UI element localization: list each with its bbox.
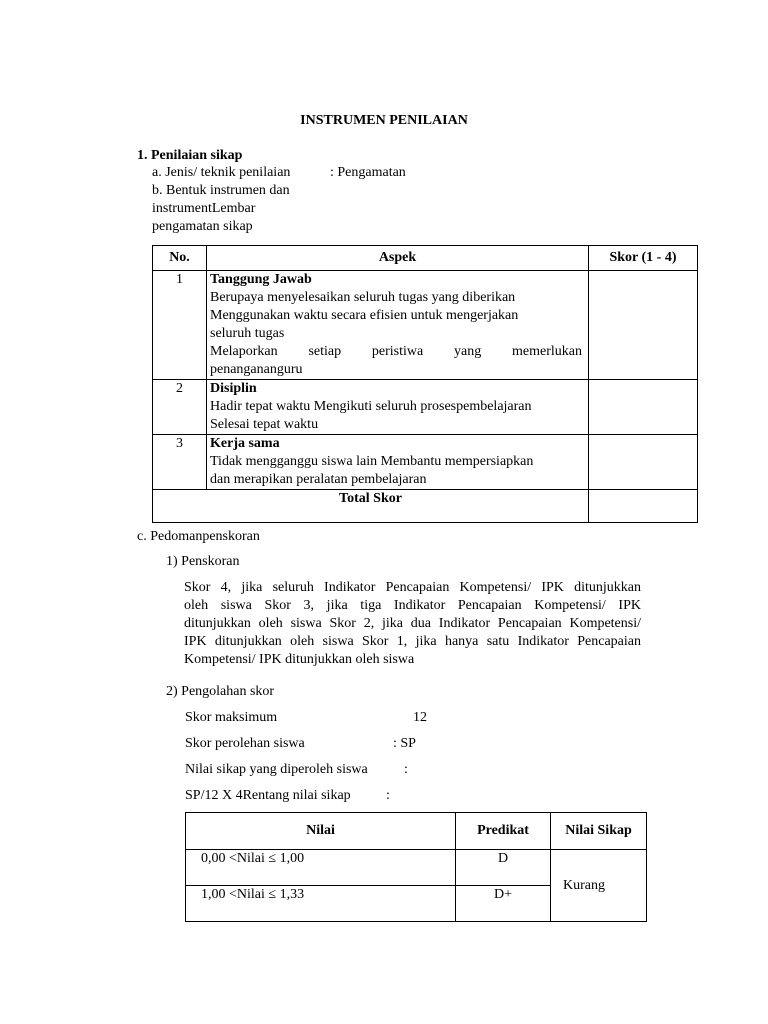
aspek-line: Hadir tepat waktu Mengikuti seluruh prosespembelajaran xyxy=(210,399,532,414)
header-nilai-sikap: Nilai Sikap xyxy=(551,813,647,850)
pengolahan-subheading: 2) Pengolahan skor xyxy=(166,684,275,699)
row-no: 1 xyxy=(153,271,207,380)
aspek-cell xyxy=(207,271,589,380)
penskoran-paragraph xyxy=(184,579,641,669)
skor-cell xyxy=(589,380,698,435)
item-b-line1: b. Bentuk instrumen dan xyxy=(152,183,290,198)
aspek-table xyxy=(152,245,698,523)
rumus-label: SP/12 X 4Rentang nilai sikap xyxy=(185,788,351,803)
skor-perolehan-label: Skor perolehan siswa xyxy=(185,736,305,751)
skor-maks-value: 12 xyxy=(413,710,427,725)
item-a-value: : Pengamatan xyxy=(330,165,406,180)
aspek-line: Selesai tepat waktu xyxy=(210,417,319,432)
paragraph-line: IPK ditunjukkan oleh siswa Skor 1, jika hanya satu Indikator Pencapaian xyxy=(184,634,641,649)
aspek-title: Tanggung Jawab xyxy=(210,272,312,287)
paragraph-line: Skor 4, jika seluruh Indikator Pencapaian Kompetensi/ IPK ditunjukkan xyxy=(184,580,641,595)
aspek-line: Berupaya menyelesaikan seluruh tugas yang diberikan xyxy=(210,290,516,305)
paragraph-line: ditunjukkan oleh siswa Skor 2, jika dua Indikator Pencapaian Kompetensi/ xyxy=(184,616,641,631)
row-no: 3 xyxy=(153,435,207,490)
header-skor: Skor (1 - 4) xyxy=(589,246,698,271)
page-title: INSTRUMEN PENILAIAN xyxy=(300,113,468,128)
aspek-title: Disiplin xyxy=(210,381,257,396)
aspek-line: dan merapikan peralatan pembelajaran xyxy=(210,472,427,487)
item-a-label: a. Jenis/ teknik penilaian xyxy=(152,165,291,180)
header-aspek: Aspek xyxy=(207,246,589,271)
aspek-cell xyxy=(207,435,589,490)
header-nilai: Nilai xyxy=(186,813,456,850)
predikat-value: D xyxy=(456,850,551,886)
nilai-range: 1,00 <Nilai ≤ 1,33 xyxy=(186,886,456,922)
item-b-line3: pengamatan sikap xyxy=(152,219,253,234)
total-row xyxy=(153,490,698,523)
skor-perolehan-value: : SP xyxy=(393,736,416,751)
paragraph-line: oleh siswa Skor 3, jika tiga Indikator Pencapaian Kompetensi/ IPK xyxy=(184,598,641,613)
skor-cell xyxy=(589,435,698,490)
nilai-range: 0,00 <Nilai ≤ 1,00 xyxy=(186,850,456,886)
nilai-sikap-value: Kurang xyxy=(551,850,647,922)
rentang-nilai-table xyxy=(185,812,647,922)
item-b-line2: instrumentLembar xyxy=(152,201,256,216)
table-header-row xyxy=(186,813,647,850)
header-predikat: Predikat xyxy=(456,813,551,850)
header-no: No. xyxy=(153,246,207,271)
row-no: 2 xyxy=(153,380,207,435)
section-heading-penilaian-sikap: 1. Penilaian sikap xyxy=(137,148,243,163)
aspek-line: Tidak mengganggu siswa lain Membantu mempersiapkan xyxy=(210,454,534,469)
skor-cell xyxy=(589,271,698,380)
aspek-line: Menggunakan waktu secara efisien untuk mengerjakan xyxy=(210,308,519,323)
table-row xyxy=(153,271,698,380)
paragraph-line: Kompetensi/ IPK ditunjukkan oleh siswa xyxy=(184,652,415,667)
aspek-cell xyxy=(207,380,589,435)
word: peristiwa xyxy=(371,344,424,359)
table-row xyxy=(153,380,698,435)
aspek-title: Kerja sama xyxy=(210,436,280,451)
word: memerlukan xyxy=(511,344,582,359)
table-row xyxy=(186,850,647,886)
word: setiap xyxy=(308,344,342,359)
penskoran-subheading: 1) Penskoran xyxy=(166,554,240,569)
nilai-sikap-value: : xyxy=(404,762,408,777)
word: Melaporkan xyxy=(210,344,278,359)
aspek-line: seluruh tugas xyxy=(210,326,285,341)
skor-maks-label: Skor maksimum xyxy=(185,710,278,725)
word: yang xyxy=(453,344,482,359)
table-header-row xyxy=(153,246,698,271)
predikat-value: D+ xyxy=(456,886,551,922)
aspek-line-justified xyxy=(210,343,582,361)
aspek-line: penangananguru xyxy=(210,362,303,377)
nilai-sikap-label: Nilai sikap yang diperoleh siswa xyxy=(185,762,368,777)
total-skor-label: Total Skor xyxy=(153,490,589,523)
pedoman-heading: c. Pedomanpenskoran xyxy=(137,529,260,544)
total-skor-cell xyxy=(589,490,698,523)
rumus-value: : xyxy=(386,788,390,803)
table-row xyxy=(153,435,698,490)
